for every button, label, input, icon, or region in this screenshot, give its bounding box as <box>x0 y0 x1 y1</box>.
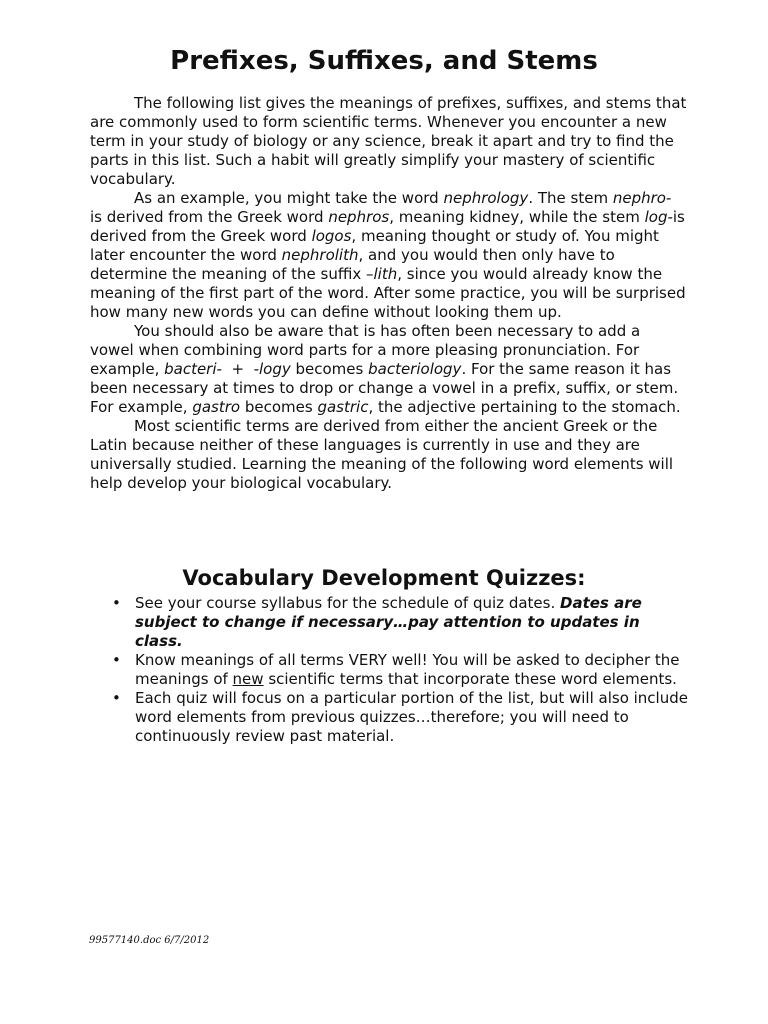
list-item <box>90 651 688 689</box>
bullet-icon: • <box>112 651 121 669</box>
term-nephrology: nephrology <box>443 189 529 207</box>
term-bacteri: bacteri- <box>164 360 222 378</box>
paragraph-2-text: is derived from the Greek word <box>90 208 685 245</box>
list-item-text: See your course syllabus for the schedule of quiz dates. <box>135 594 560 612</box>
term-log: log- <box>644 208 673 226</box>
list-item <box>90 594 688 651</box>
document-footer: 99577140.doc 6/7/2012 <box>89 935 210 946</box>
paragraph-2 <box>90 189 688 322</box>
list-item-text: Know meanings of all terms VERY well! You will be asked to decipher the meanings of <box>135 651 680 688</box>
term-nephros: nephros <box>328 208 390 226</box>
intro-text <box>90 94 688 493</box>
paragraph-3 <box>90 322 688 417</box>
term-logos: logos <box>311 227 352 245</box>
term-nephro: nephro- <box>612 189 672 207</box>
paragraph-2-text: , meaning thought or study of. You might later encounter the word <box>90 227 659 264</box>
paragraph-3-text: You should also be aware that is has often been necessary to add a vowel when combining word parts for a more pleasing pronunciation. For example, <box>90 322 641 378</box>
paragraph-3-text: , the adjective pertaining to the stomach. <box>368 398 681 416</box>
paragraph-2-text: , meaning kidney, while the stem <box>389 208 645 226</box>
term-bacteriology: bacteriology <box>368 360 462 378</box>
paragraph-2-text: As an example, you might take the word <box>134 189 444 207</box>
paragraph-2-text: . The stem <box>528 189 613 207</box>
paragraph-3-text: . For the same reason it has been necessary at times to drop or change a vowel in a prefix, suffix, or stem. For example, <box>90 360 679 416</box>
bullet-icon: • <box>112 594 121 612</box>
term-gastric: gastric <box>317 398 369 416</box>
term-lith: lith <box>373 265 398 283</box>
list-item-text: Each quiz will focus on a particular portion of the list, but will also include word elements from previous quizzes…therefore; you will need to continuously review past material. <box>135 689 688 745</box>
paragraph-3-text: becomes <box>290 360 369 378</box>
quizzes-heading: Vocabulary Development Quizzes: <box>182 566 586 590</box>
list-item-text: scientific terms that incorporate these word elements. <box>263 670 677 688</box>
paragraph-2-text: , and you would then only have to determine the meaning of the suffix – <box>90 246 615 283</box>
list-item-underline: new <box>232 670 264 688</box>
page-title: Prefixes, Suffixes, and Stems <box>170 46 598 76</box>
bullet-icon: • <box>112 689 121 707</box>
list-item-emphasis: Dates are subject to change if necessary…pay attention to updates in class. <box>135 594 642 650</box>
paragraph-2-text: is derived from the Greek word <box>90 208 329 226</box>
paragraph-4: Most scientific terms are derived from either the ancient Greek or the Latin because neither of these languages is currently in use and they are universally studied. Learning the meaning of the following word elements will help develop your biological vocabulary. <box>90 417 674 492</box>
paragraph-1: The following list gives the meanings of prefixes, suffixes, and stems that are commonly used to form scientific terms. Whenever you encounter a new term in your study of biology or any science, break it apart and try to find the parts in this list. Such a habit will greatly simplify your mastery of scientific vocabulary. <box>90 94 687 188</box>
list-item <box>90 689 688 746</box>
paragraph-2-text: , since you would already know the meaning of the first part of the word. After some practice, you will be surprised how many new words you can define without looking them up. <box>90 265 686 321</box>
quiz-info-list <box>90 594 688 746</box>
term-nephrolith: nephrolith <box>281 246 359 264</box>
paragraph-3-text: + <box>221 360 254 378</box>
paragraph-3-text: becomes <box>240 398 318 416</box>
term-logy: -logy <box>253 360 291 378</box>
term-gastro: gastro <box>192 398 241 416</box>
